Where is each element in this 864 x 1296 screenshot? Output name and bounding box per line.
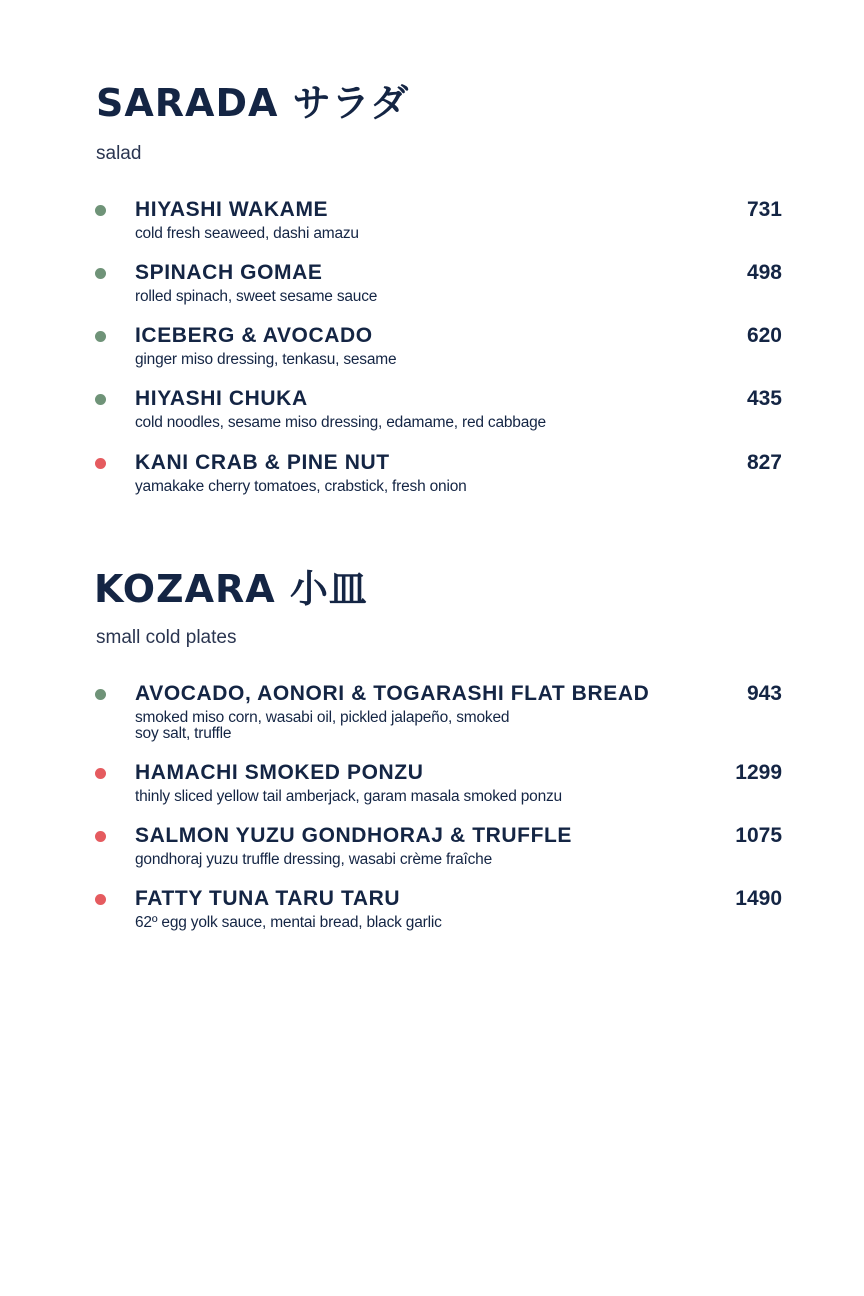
veg-indicator-icon [95, 331, 106, 342]
section-title: SARADA サラダ [96, 81, 410, 125]
item-name: HAMACHI SMOKED PONZU [135, 761, 424, 784]
item-description: yamakake cherry tomatoes, crabstick, fresh onion [135, 478, 467, 495]
non-veg-indicator-icon [95, 894, 106, 905]
item-name: FATTY TUNA TARU TARU [135, 887, 401, 910]
veg-indicator-icon [95, 205, 106, 216]
item-description: 62º egg yolk sauce, mentai bread, black garlic [135, 914, 442, 931]
item-description: ginger miso dressing, tenkasu, sesame [135, 351, 397, 368]
item-price: 1075 [735, 824, 782, 847]
item-name: SALMON YUZU GONDHORAJ & TRUFFLE [135, 824, 573, 847]
section-subtitle: small cold plates [96, 627, 237, 648]
item-price: 943 [746, 682, 782, 705]
item-name: AVOCADO, AONORI & TOGARASHI FLAT BREAD [135, 682, 650, 705]
item-description: cold noodles, sesame miso dressing, edamame, red cabbage [135, 414, 546, 431]
item-name: ICEBERG & AVOCADO [135, 324, 373, 347]
item-description: smoked miso corn, wasabi oil, pickled jalapeño, smoked soy salt, truffle [135, 709, 510, 742]
item-name: HIYASHI CHUKA [135, 387, 308, 410]
item-name: HIYASHI WAKAME [135, 198, 329, 221]
item-price: 498 [746, 261, 782, 284]
item-description: cold fresh seaweed, dashi amazu [135, 225, 359, 242]
veg-indicator-icon [95, 394, 106, 405]
non-veg-indicator-icon [95, 458, 106, 469]
non-veg-indicator-icon [95, 831, 106, 842]
item-price: 1299 [735, 761, 782, 784]
veg-indicator-icon [95, 268, 106, 279]
item-name: SPINACH GOMAE [135, 261, 323, 284]
item-name: KANI CRAB & PINE NUT [135, 451, 390, 474]
item-price: 435 [746, 387, 782, 410]
non-veg-indicator-icon [95, 768, 106, 779]
item-price: 1490 [735, 887, 782, 910]
section-subtitle: salad [96, 143, 142, 164]
section-title: KOZARA 小皿 [94, 567, 368, 611]
item-description: rolled spinach, sweet sesame sauce [135, 288, 378, 305]
item-price: 620 [746, 324, 782, 347]
item-description: thinly sliced yellow tail amberjack, garam masala smoked ponzu [135, 788, 562, 805]
item-description: gondhoraj yuzu truffle dressing, wasabi crème fraîche [135, 851, 493, 868]
item-price: 827 [746, 451, 782, 474]
veg-indicator-icon [95, 689, 106, 700]
item-price: 731 [746, 198, 782, 221]
